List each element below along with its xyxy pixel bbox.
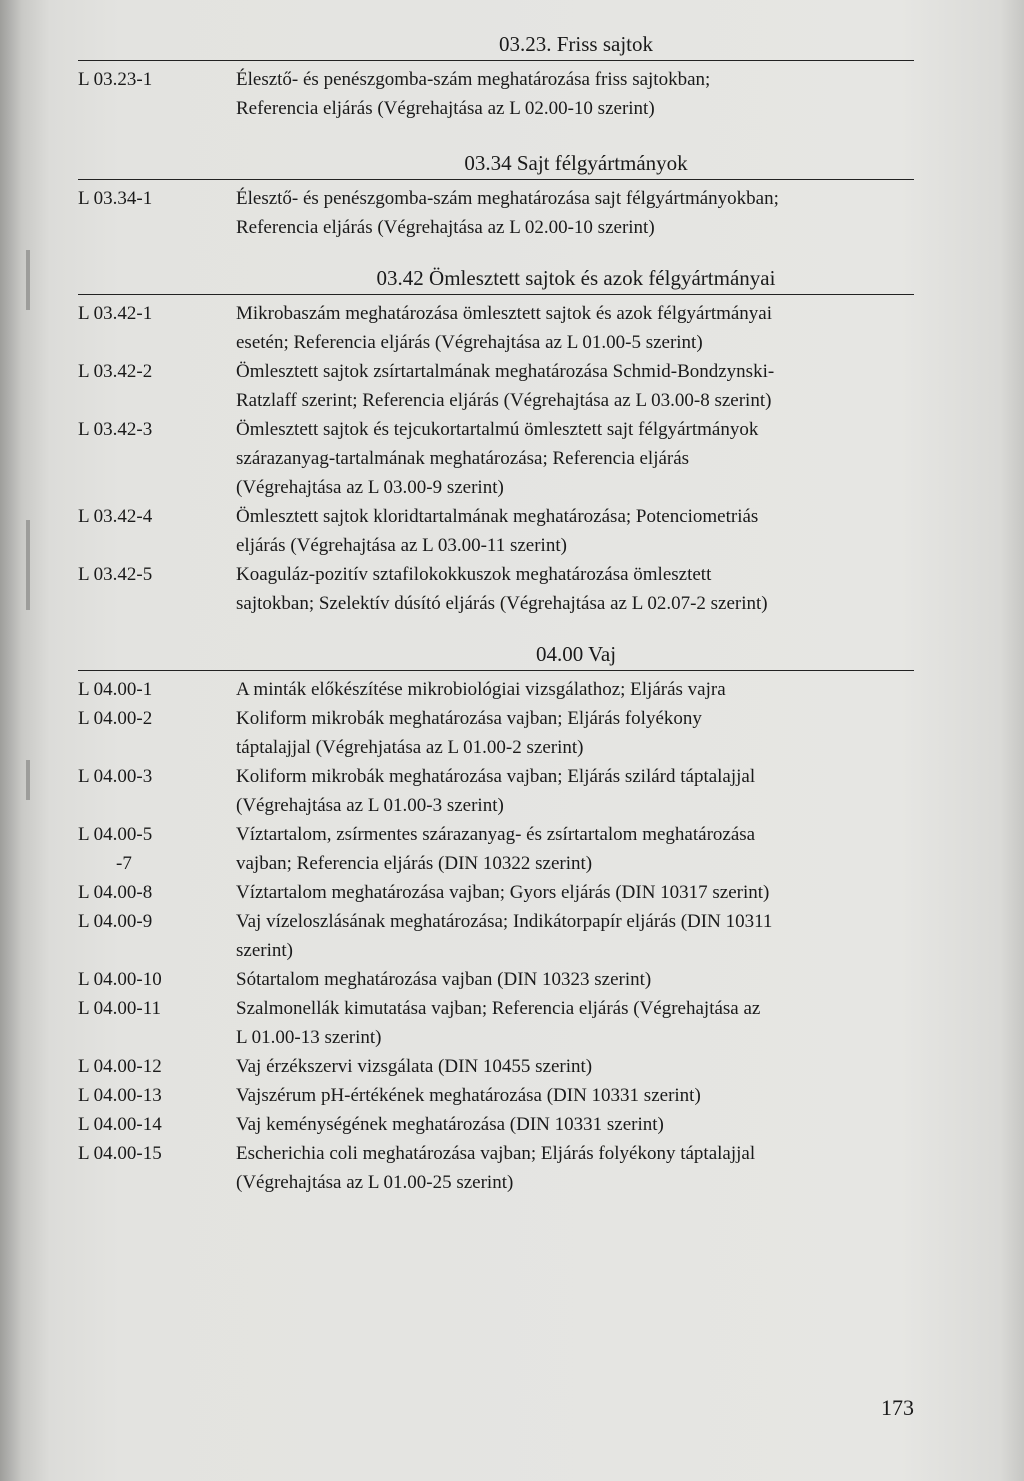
description-line: Escherichia coli meghatározása vajban; Eljárás folyékony táptalajjal [236, 1143, 756, 1164]
standard-code: L 04.00-15 [78, 1143, 162, 1164]
standard-description [236, 762, 914, 820]
standard-description [236, 1139, 914, 1197]
description-line: A minták előkészítése mikrobiológiai vizsgálathoz; Eljárás vajra [236, 679, 726, 700]
page-number: 173 [881, 1395, 914, 1420]
standard-code: L 04.00-11 [78, 998, 162, 1019]
section-rule [78, 60, 914, 61]
standard-description [236, 184, 914, 242]
standard-entry [78, 965, 914, 994]
description-line: Élesztő- és penészgomba-szám meghatározása friss sajtokban; [236, 69, 711, 90]
standard-code: L 04.00-10 [78, 969, 162, 990]
description-line: Referencia eljárás (Végrehajtása az L 02.00-10 szerint) [236, 217, 655, 238]
standard-entry [78, 1081, 914, 1110]
spine-shadow [26, 250, 30, 310]
description-line: Koliform mikrobák meghatározása vajban; Eljárás folyékony [236, 708, 702, 729]
description-line: sajtokban; Szelektív dúsító eljárás (Végrehajtása az L 02.07-2 szerint) [236, 593, 768, 614]
standard-description [236, 1081, 914, 1110]
standard-description [236, 704, 914, 762]
description-line: Ömlesztett sajtok zsírtartalmának meghatározása Schmid-Bondzynski- [236, 361, 775, 382]
standard-code: L 03.42-1 [78, 303, 153, 324]
description-line: (Végrehajtása az L 03.00-9 szerint) [236, 477, 504, 498]
standard-entry [78, 994, 914, 1052]
description-line: Szalmonellák kimutatása vajban; Referencia eljárás (Végrehajtása az [236, 998, 761, 1019]
section-title: 04.00 Vaj [535, 642, 617, 666]
standard-code: L 03.42-5 [78, 564, 153, 585]
spine-shadow [26, 760, 30, 800]
description-line: Vaj keménységének meghatározása (DIN 10331 szerint) [236, 1114, 664, 1135]
description-line: táptalajjal (Végrehjatása az L 01.00-2 szerint) [236, 737, 584, 758]
standard-entry [78, 820, 914, 878]
description-line: (Végrehajtása az L 01.00-25 szerint) [236, 1172, 514, 1193]
standard-entry [78, 762, 914, 820]
standard-description [236, 1110, 914, 1139]
section-title: 03.23. Friss sajtok [498, 32, 653, 56]
document-body [78, 30, 914, 1197]
standard-description [236, 965, 914, 994]
section-title: 03.42 Ömlesztett sajtok és azok félgyártmányai [376, 266, 776, 290]
standard-entry [78, 415, 914, 502]
standard-description [236, 878, 914, 907]
standard-entry [78, 184, 914, 242]
standard-description [236, 675, 914, 704]
standard-code: L 04.00-14 [78, 1114, 162, 1135]
standard-description [236, 907, 914, 965]
standard-description [236, 357, 914, 415]
description-line: L 01.00-13 szerint) [236, 1027, 382, 1048]
standard-description [236, 415, 914, 502]
spine-shadow [26, 520, 30, 610]
standard-code: L 03.42-4 [78, 506, 153, 527]
description-line: Vaj érzékszervi vizsgálata (DIN 10455 szerint) [236, 1056, 593, 1077]
description-line: esetén; Referencia eljárás (Végrehajtása az L 01.00-5 szerint) [236, 332, 703, 353]
standard-entry [78, 907, 914, 965]
standard-description [236, 560, 914, 618]
section-title: 03.34 Sajt félgyártmányok [464, 151, 688, 175]
description-line: Ömlesztett sajtok kloridtartalmának meghatározása; Potenciometriás [236, 506, 759, 527]
description-line: Vaj vízeloszlásának meghatározása; Indikátorpapír eljárás (DIN 10311 [236, 911, 773, 932]
standard-entry [78, 502, 914, 560]
description-line: Ratzlaff szerint; Referencia eljárás (Végrehajtása az L 03.00-8 szerint) [236, 390, 772, 411]
description-line: eljárás (Végrehajtása az L 03.00-11 szerint) [236, 535, 567, 556]
description-line: Koliform mikrobák meghatározása vajban; Eljárás szilárd táptalajjal [236, 766, 756, 787]
standard-description [236, 994, 914, 1052]
description-line: Élesztő- és penészgomba-szám meghatározása sajt félgyártmányokban; [236, 188, 779, 209]
standard-code: L 04.00-9 [78, 911, 153, 932]
description-line: vajban; Referencia eljárás (DIN 10322 szerint) [236, 853, 593, 874]
description-line: Referencia eljárás (Végrehajtása az L 02.00-10 szerint) [236, 98, 655, 119]
standard-code: L 03.34-1 [78, 188, 153, 209]
standard-code: L 04.00-12 [78, 1056, 162, 1077]
section-rule [78, 179, 914, 180]
description-line: Koaguláz-pozitív sztafilokokkuszok meghatározása ömlesztett [236, 564, 712, 585]
section-rule [78, 670, 914, 671]
section-rule [78, 294, 914, 295]
standard-entry [78, 675, 914, 704]
description-line: Víztartalom, zsírmentes szárazanyag- és zsírtartalom meghatározása [236, 824, 756, 845]
description-line: (Végrehajtása az L 01.00-3 szerint) [236, 795, 504, 816]
description-line: Ömlesztett sajtok és tejcukortartalmú ömlesztett sajt félgyártmányok [236, 419, 759, 440]
standard-entry [78, 560, 914, 618]
standard-description [236, 502, 914, 560]
standard-code: L 04.00-13 [78, 1085, 162, 1106]
standard-code: L 04.00-8 [78, 882, 153, 903]
description-line: szerint) [236, 940, 293, 961]
description-line: Vajszérum pH-értékének meghatározása (DIN 10331 szerint) [236, 1085, 701, 1106]
description-line: Víztartalom meghatározása vajban; Gyors eljárás (DIN 10317 szerint) [236, 882, 770, 903]
standard-entry [78, 1110, 914, 1139]
standard-entry [78, 65, 914, 123]
standard-entry [78, 299, 914, 357]
standard-code: L 03.42-3 [78, 419, 153, 440]
standard-entry [78, 357, 914, 415]
standard-code: L 04.00-5 -7 [78, 824, 153, 874]
standard-code: L 04.00-3 [78, 766, 153, 787]
standard-entry [78, 704, 914, 762]
standard-entry [78, 1139, 914, 1197]
standard-description [236, 65, 914, 123]
standard-entry [78, 878, 914, 907]
description-line: szárazanyag-tartalmának meghatározása; Referencia eljárás [236, 448, 690, 469]
standard-description [236, 1052, 914, 1081]
standard-code: L 03.42-2 [78, 361, 153, 382]
standard-code: L 04.00-2 [78, 708, 153, 729]
standard-code: L 04.00-1 [78, 679, 153, 700]
standard-code: L 03.23-1 [78, 69, 153, 90]
description-line: Sótartalom meghatározása vajban (DIN 10323 szerint) [236, 969, 652, 990]
standard-description [236, 299, 914, 357]
standard-description [236, 820, 914, 878]
standard-entry [78, 1052, 914, 1081]
description-line: Mikrobaszám meghatározása ömlesztett sajtok és azok félgyártmányai [236, 303, 773, 324]
